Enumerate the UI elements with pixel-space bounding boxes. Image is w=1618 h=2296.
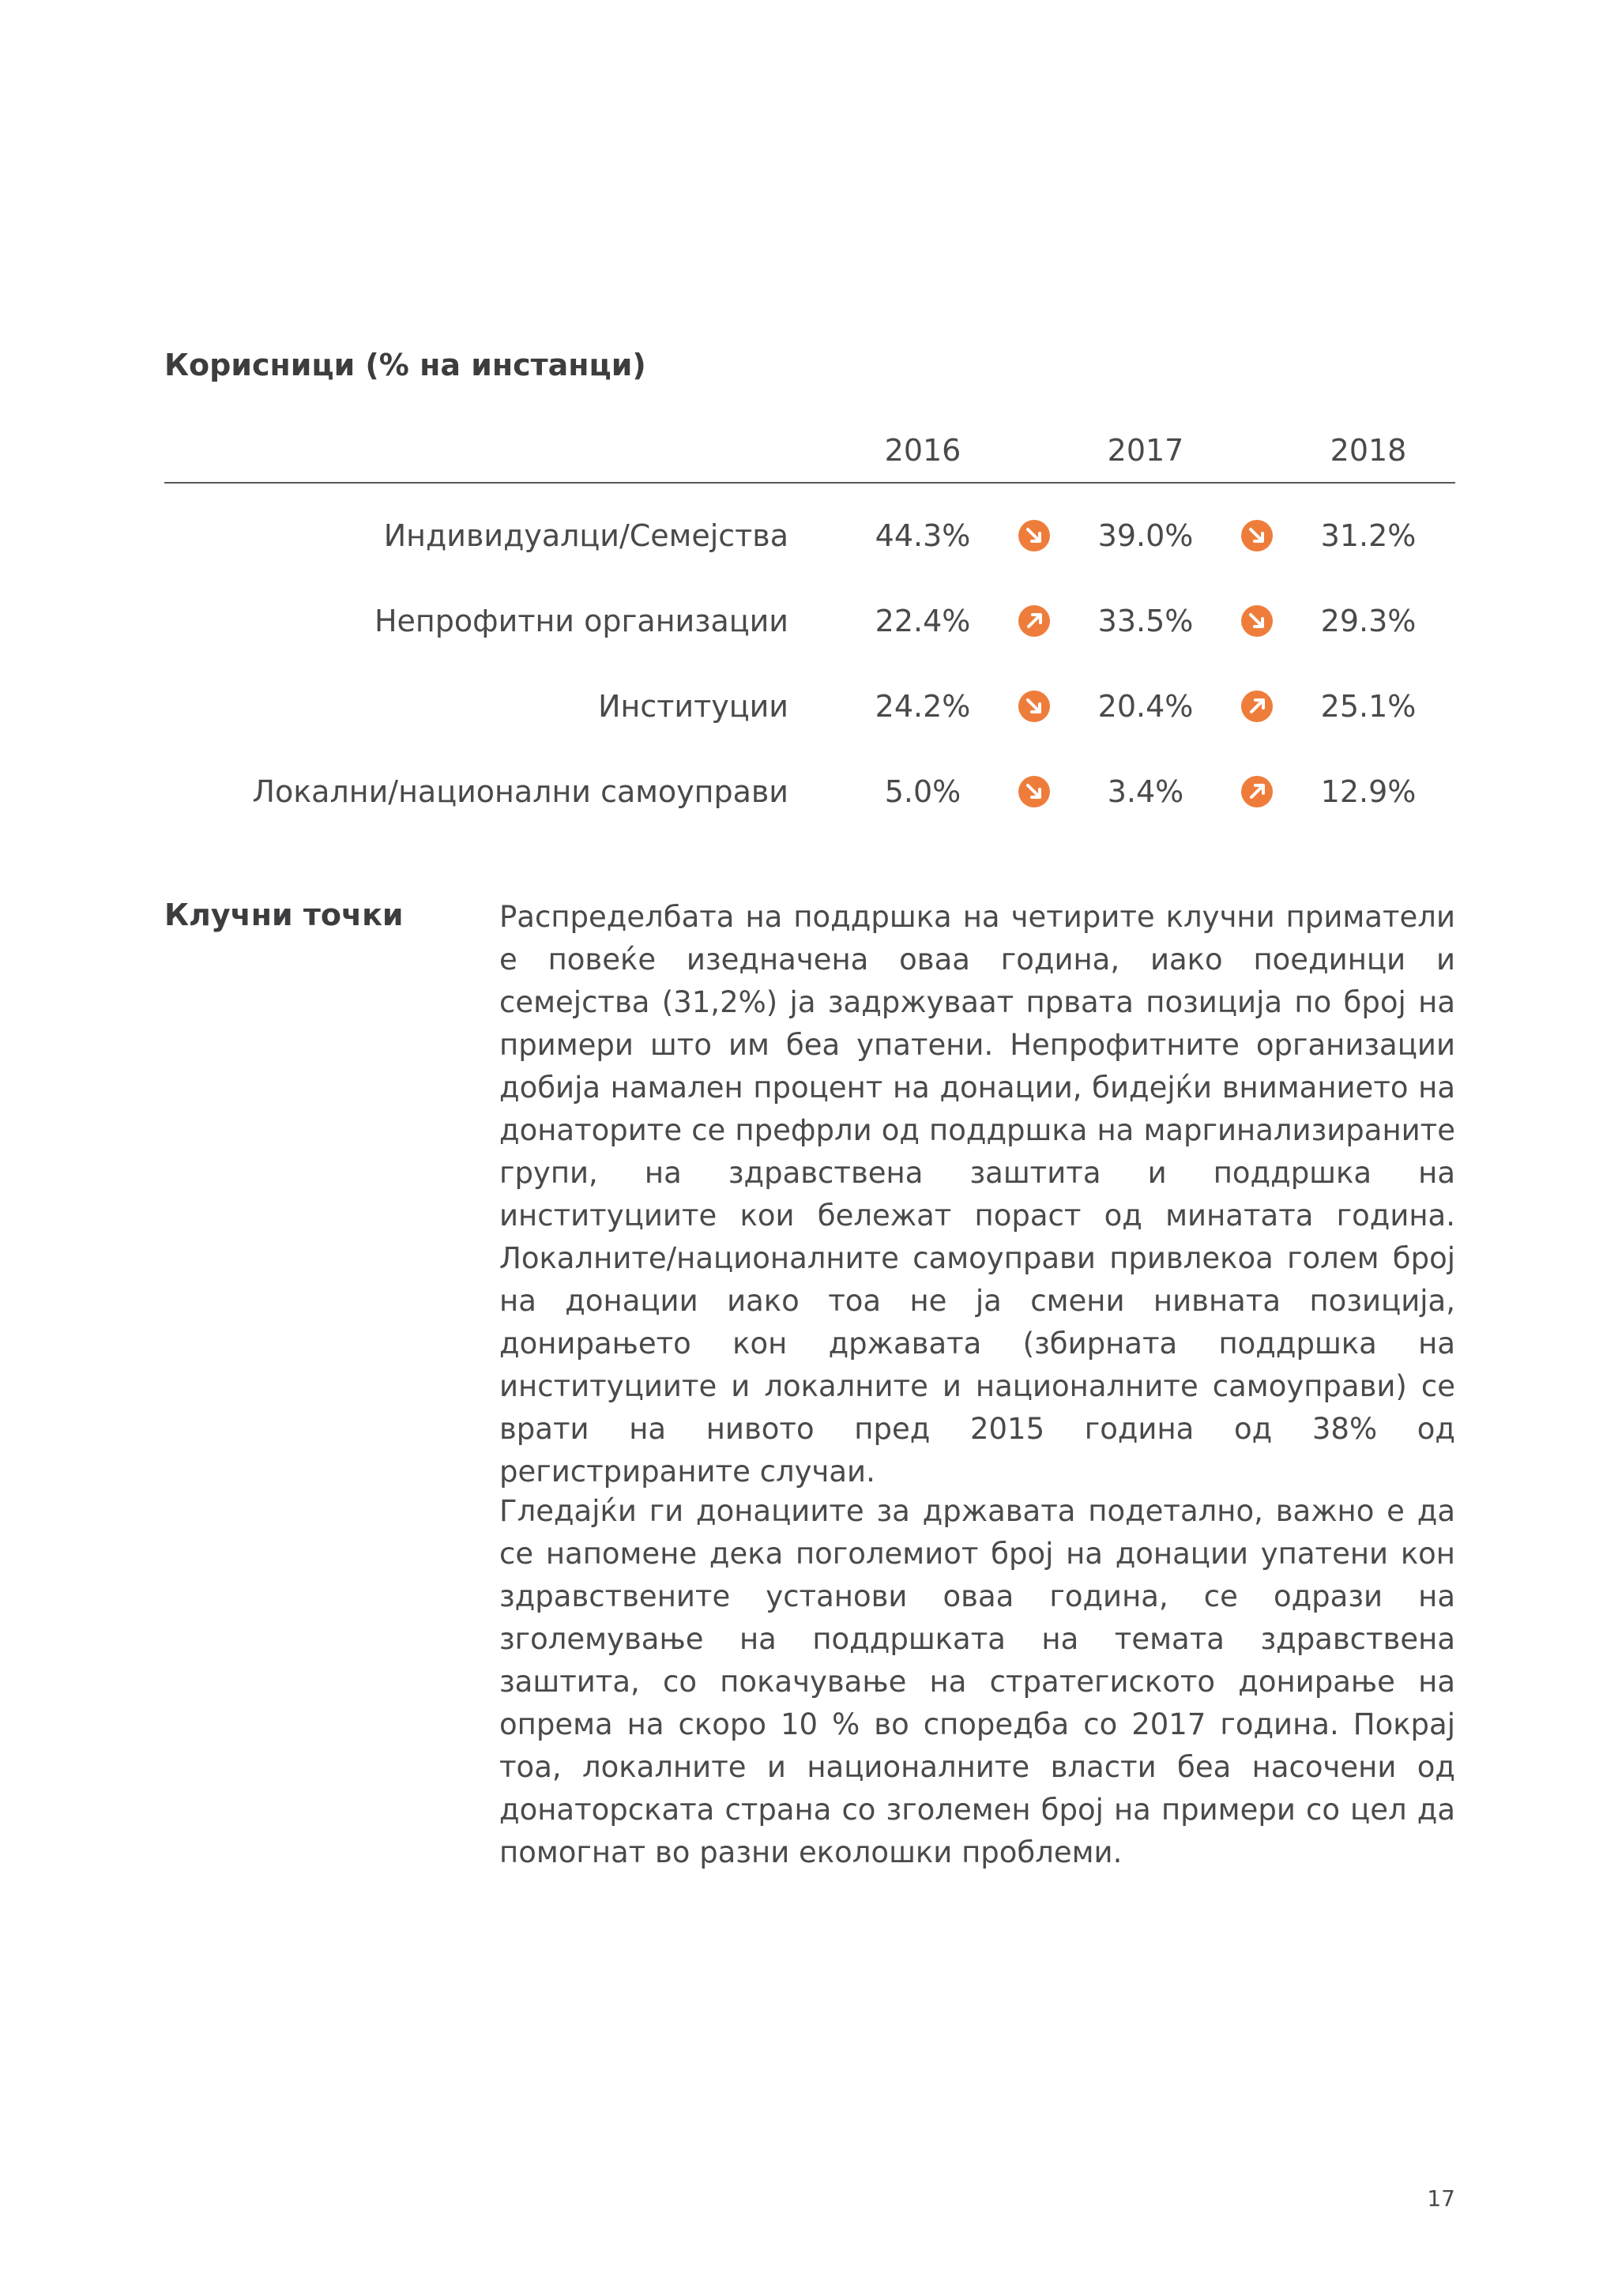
page-number: 17 — [1427, 2185, 1455, 2211]
trend-down-icon — [1018, 691, 1050, 722]
trend-down-icon — [1018, 520, 1050, 551]
row-label-local-national-governments: Локални/национални самоуправи — [252, 774, 788, 809]
trend-down-icon — [1241, 605, 1273, 637]
trend-down-icon — [1018, 776, 1050, 807]
value-cell: 24.2% — [875, 689, 971, 724]
row-label-individuals: Индивидуалци/Семејства — [383, 518, 788, 553]
value-cell: 5.0% — [884, 774, 961, 809]
value-cell: 31.2% — [1320, 518, 1417, 553]
trend-up-icon — [1241, 776, 1273, 807]
key-points-paragraph: Распределбата на поддршка на четирите клучни приматели е повеќе изедначена оваа година, иако поединци и семејства (31,2%) ја задржуваат првата позиција по број на примери што им беа упатени. Непрофитните организации добија намален процент на донации, бидејќи вниманието на донаторите се префрли од поддршка на маргинализираните групи, на здравствена заштита и поддршка на институциите кои бележат пораст од минатата година. Локалните/националните самоуправи привлекоа голем број на донации иако тоа не ја смени нивната позиција, донирањето кон државата (збирната поддршка на институциите и локалните и националните самоуправи) се врати на нивото пред 2015 година од 38% од регистрираните случаи. — [499, 900, 1455, 1489]
trend-down-icon — [1241, 520, 1273, 551]
year-header-2017: 2017 — [1107, 433, 1184, 468]
value-cell: 25.1% — [1320, 689, 1417, 724]
value-cell: 22.4% — [875, 604, 971, 638]
year-header-2018: 2018 — [1330, 433, 1407, 468]
row-label-institutions: Институции — [598, 689, 788, 724]
row-label-nonprofits: Непрофитни организации — [374, 604, 788, 638]
value-cell: 12.9% — [1320, 774, 1417, 809]
value-cell: 20.4% — [1097, 689, 1194, 724]
value-cell: 3.4% — [1107, 774, 1184, 809]
year-header-2016: 2016 — [884, 433, 961, 468]
value-cell: 39.0% — [1097, 518, 1194, 553]
table-header-rule — [164, 482, 1455, 484]
value-cell: 33.5% — [1097, 604, 1194, 638]
trend-up-icon — [1018, 605, 1050, 637]
value-cell: 44.3% — [875, 518, 971, 553]
table-title: Корисници (% на инстанци) — [164, 348, 646, 382]
value-cell: 29.3% — [1320, 604, 1417, 638]
key-points-heading: Клучни точки — [164, 898, 404, 932]
trend-up-icon — [1241, 691, 1273, 722]
key-points-paragraph: Гледајќи ги донациите за државата подетално, важно е да се напомене дека поголемиот број на донации упатени кон здравствените установи оваа година, се одрази на зголемување на поддршката на темата здравствена заштита, со покачување на стратегиското донирање на опрема на скоро 10 % во споредба со 2017 година. Покрај тоа, локалните и националните власти беа насочени од донаторската страна со зголемен број на примери со цел да помогнат во разни еколошки проблеми. — [499, 1494, 1455, 1869]
